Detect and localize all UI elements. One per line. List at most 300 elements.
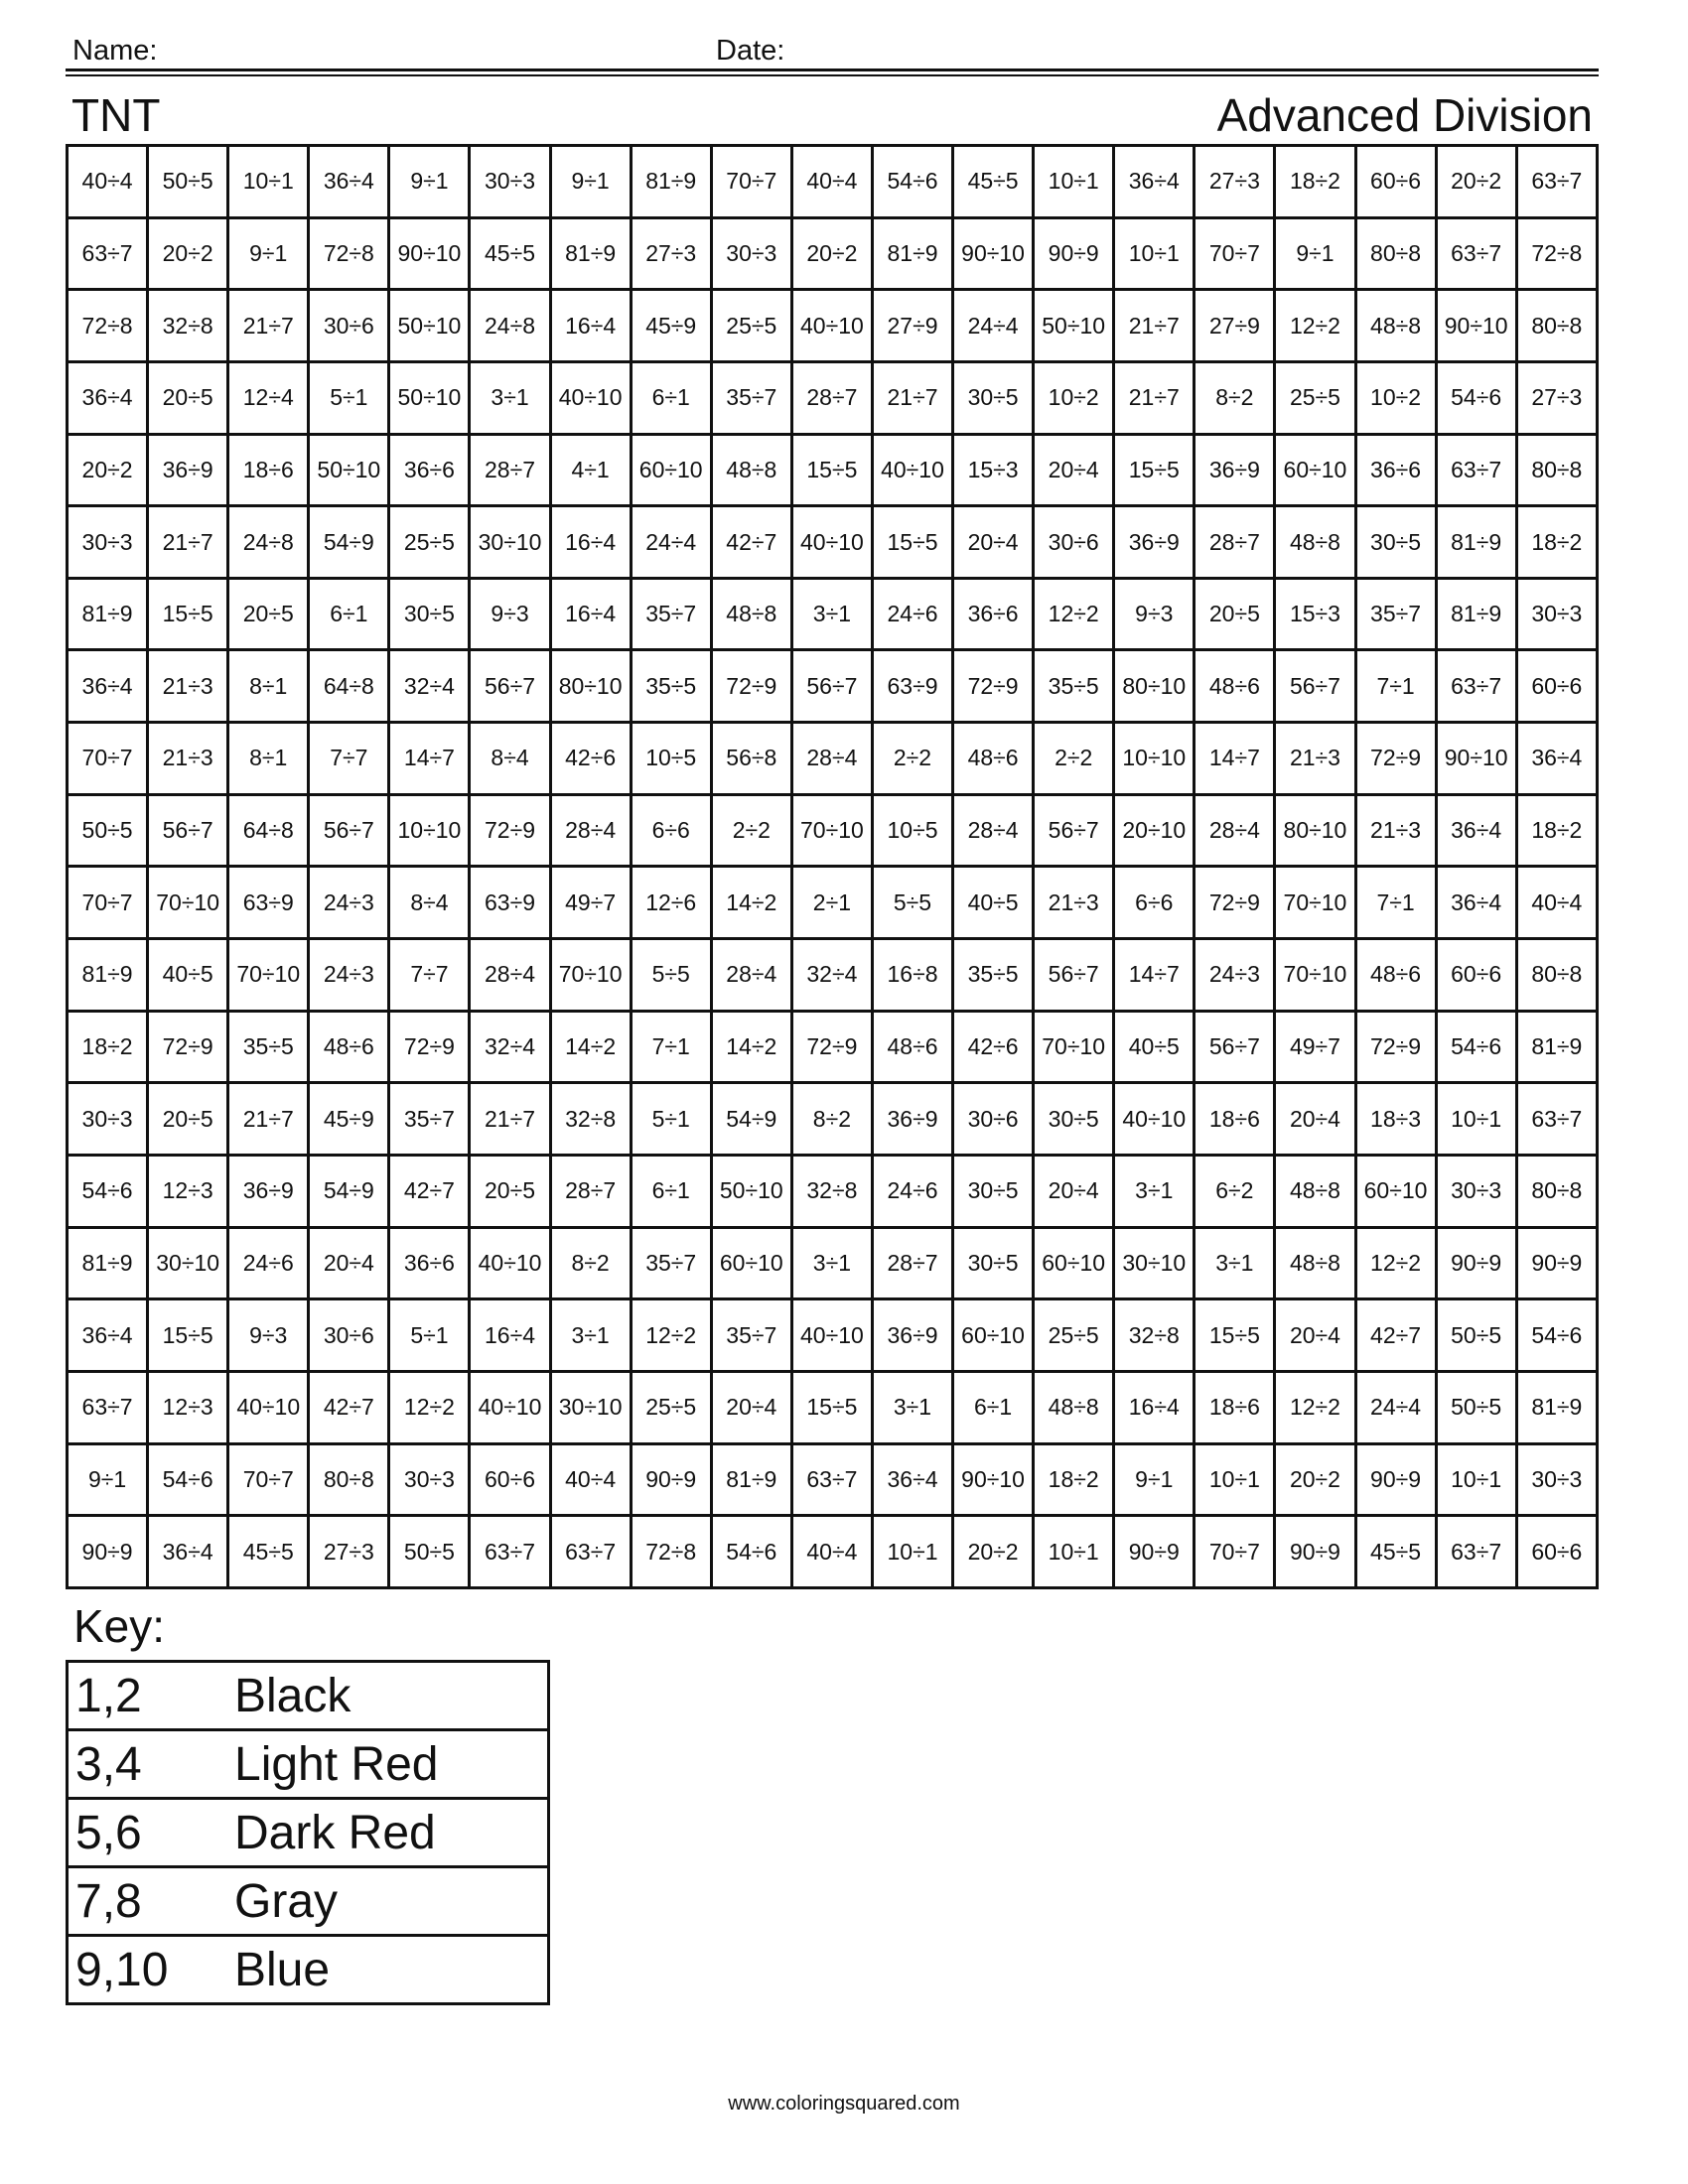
grid-cell[interactable]: 54÷9 — [309, 506, 389, 579]
grid-cell[interactable]: 30÷3 — [1516, 1443, 1597, 1516]
grid-cell[interactable]: 6÷1 — [953, 1371, 1034, 1443]
grid-cell[interactable]: 8÷1 — [228, 723, 309, 795]
grid-cell[interactable]: 72÷9 — [711, 650, 791, 723]
grid-cell[interactable]: 28÷4 — [953, 794, 1034, 867]
grid-cell[interactable]: 72÷9 — [1355, 723, 1436, 795]
grid-cell[interactable]: 90÷9 — [1275, 1516, 1355, 1588]
grid-cell[interactable]: 40÷5 — [953, 867, 1034, 939]
grid-cell[interactable]: 24÷3 — [309, 867, 389, 939]
grid-cell[interactable]: 21÷7 — [470, 1083, 550, 1156]
grid-cell[interactable]: 18÷2 — [68, 1011, 148, 1083]
grid-cell[interactable]: 63÷7 — [68, 217, 148, 290]
grid-cell[interactable]: 70÷7 — [1195, 1516, 1275, 1588]
grid-cell[interactable]: 36÷6 — [1355, 434, 1436, 506]
grid-cell[interactable]: 20÷4 — [1275, 1083, 1355, 1156]
grid-cell[interactable]: 40÷5 — [1114, 1011, 1195, 1083]
grid-cell[interactable]: 42÷7 — [309, 1371, 389, 1443]
grid-cell[interactable]: 2÷2 — [711, 794, 791, 867]
grid-cell[interactable]: 2÷2 — [1034, 723, 1114, 795]
grid-cell[interactable]: 18÷6 — [228, 434, 309, 506]
grid-cell[interactable]: 72÷9 — [1195, 867, 1275, 939]
grid-cell[interactable]: 24÷8 — [228, 506, 309, 579]
grid-cell[interactable]: 32÷8 — [148, 290, 228, 362]
grid-cell[interactable]: 30÷3 — [470, 146, 550, 218]
grid-cell[interactable]: 32÷8 — [1114, 1299, 1195, 1372]
grid-cell[interactable]: 63÷7 — [1436, 434, 1516, 506]
grid-cell[interactable]: 60÷10 — [631, 434, 711, 506]
grid-cell[interactable]: 81÷9 — [872, 217, 952, 290]
grid-cell[interactable]: 16÷4 — [550, 506, 631, 579]
grid-cell[interactable]: 36÷4 — [148, 1516, 228, 1588]
grid-cell[interactable]: 12÷2 — [1355, 1227, 1436, 1299]
grid-cell[interactable]: 90÷9 — [1355, 1443, 1436, 1516]
grid-cell[interactable]: 40÷4 — [791, 1516, 872, 1588]
grid-cell[interactable]: 81÷9 — [68, 1227, 148, 1299]
grid-cell[interactable]: 50÷5 — [68, 794, 148, 867]
grid-cell[interactable]: 35÷7 — [389, 1083, 470, 1156]
grid-cell[interactable]: 48÷6 — [309, 1011, 389, 1083]
grid-cell[interactable]: 20÷2 — [148, 217, 228, 290]
grid-cell[interactable]: 80÷10 — [1275, 794, 1355, 867]
grid-cell[interactable]: 4÷1 — [550, 434, 631, 506]
grid-cell[interactable]: 70÷10 — [1034, 1011, 1114, 1083]
grid-cell[interactable]: 90÷10 — [953, 217, 1034, 290]
grid-cell[interactable]: 54÷6 — [1436, 361, 1516, 434]
grid-cell[interactable]: 72÷9 — [470, 794, 550, 867]
grid-cell[interactable]: 45÷5 — [1355, 1516, 1436, 1588]
grid-cell[interactable]: 30÷10 — [148, 1227, 228, 1299]
grid-cell[interactable]: 15÷3 — [953, 434, 1034, 506]
grid-cell[interactable]: 5÷5 — [872, 867, 952, 939]
grid-cell[interactable]: 60÷10 — [953, 1299, 1034, 1372]
grid-cell[interactable]: 56÷7 — [1275, 650, 1355, 723]
grid-cell[interactable]: 18÷6 — [1195, 1083, 1275, 1156]
grid-cell[interactable]: 36÷4 — [309, 146, 389, 218]
grid-cell[interactable]: 28÷4 — [550, 794, 631, 867]
grid-cell[interactable]: 63÷7 — [550, 1516, 631, 1588]
grid-cell[interactable]: 50÷10 — [389, 290, 470, 362]
grid-cell[interactable]: 24÷4 — [953, 290, 1034, 362]
grid-cell[interactable]: 48÷8 — [1034, 1371, 1114, 1443]
grid-cell[interactable]: 81÷9 — [1436, 578, 1516, 650]
grid-cell[interactable]: 24÷6 — [872, 1155, 952, 1227]
grid-cell[interactable]: 21÷7 — [1114, 361, 1195, 434]
grid-cell[interactable]: 10÷5 — [631, 723, 711, 795]
grid-cell[interactable]: 70÷10 — [148, 867, 228, 939]
grid-cell[interactable]: 12÷2 — [389, 1371, 470, 1443]
grid-cell[interactable]: 28÷7 — [791, 361, 872, 434]
grid-cell[interactable]: 5÷5 — [631, 939, 711, 1012]
grid-cell[interactable]: 42÷7 — [389, 1155, 470, 1227]
grid-cell[interactable]: 18÷6 — [1195, 1371, 1275, 1443]
grid-cell[interactable]: 6÷6 — [631, 794, 711, 867]
grid-cell[interactable]: 5÷1 — [309, 361, 389, 434]
grid-cell[interactable]: 2÷2 — [872, 723, 952, 795]
grid-cell[interactable]: 30÷10 — [1114, 1227, 1195, 1299]
grid-cell[interactable]: 50÷5 — [389, 1516, 470, 1588]
grid-cell[interactable]: 40÷4 — [1516, 867, 1597, 939]
grid-cell[interactable]: 35÷5 — [953, 939, 1034, 1012]
grid-cell[interactable]: 54÷6 — [148, 1443, 228, 1516]
grid-cell[interactable]: 18÷2 — [1516, 794, 1597, 867]
grid-cell[interactable]: 9÷1 — [228, 217, 309, 290]
grid-cell[interactable]: 63÷7 — [1516, 146, 1597, 218]
grid-cell[interactable]: 60÷6 — [1516, 650, 1597, 723]
grid-cell[interactable]: 63÷7 — [68, 1371, 148, 1443]
grid-cell[interactable]: 32÷8 — [550, 1083, 631, 1156]
grid-cell[interactable]: 40÷10 — [228, 1371, 309, 1443]
grid-cell[interactable]: 3÷1 — [872, 1371, 952, 1443]
grid-cell[interactable]: 21÷7 — [1114, 290, 1195, 362]
grid-cell[interactable]: 80÷8 — [309, 1443, 389, 1516]
grid-cell[interactable]: 12÷3 — [148, 1155, 228, 1227]
grid-cell[interactable]: 60÷6 — [470, 1443, 550, 1516]
grid-cell[interactable]: 20÷5 — [470, 1155, 550, 1227]
grid-cell[interactable]: 18÷2 — [1275, 146, 1355, 218]
grid-cell[interactable]: 10÷5 — [872, 794, 952, 867]
grid-cell[interactable]: 40÷5 — [148, 939, 228, 1012]
grid-cell[interactable]: 21÷3 — [1275, 723, 1355, 795]
grid-cell[interactable]: 36÷6 — [389, 1227, 470, 1299]
grid-cell[interactable]: 80÷8 — [1516, 1155, 1597, 1227]
grid-cell[interactable]: 90÷10 — [1436, 290, 1516, 362]
grid-cell[interactable]: 21÷3 — [1355, 794, 1436, 867]
grid-cell[interactable]: 24÷6 — [228, 1227, 309, 1299]
grid-cell[interactable]: 24÷4 — [631, 506, 711, 579]
grid-cell[interactable]: 60÷6 — [1355, 146, 1436, 218]
grid-cell[interactable]: 27÷3 — [309, 1516, 389, 1588]
grid-cell[interactable]: 10÷1 — [1034, 1516, 1114, 1588]
grid-cell[interactable]: 27÷9 — [1195, 290, 1275, 362]
grid-cell[interactable]: 10÷10 — [1114, 723, 1195, 795]
grid-cell[interactable]: 10÷1 — [1195, 1443, 1275, 1516]
grid-cell[interactable]: 32÷4 — [791, 939, 872, 1012]
grid-cell[interactable]: 60÷10 — [1275, 434, 1355, 506]
grid-cell[interactable]: 8÷4 — [470, 723, 550, 795]
grid-cell[interactable]: 20÷4 — [711, 1371, 791, 1443]
grid-cell[interactable]: 81÷9 — [1516, 1371, 1597, 1443]
grid-cell[interactable]: 40÷10 — [791, 1299, 872, 1372]
grid-cell[interactable]: 3÷1 — [1114, 1155, 1195, 1227]
grid-cell[interactable]: 21÷7 — [228, 1083, 309, 1156]
grid-cell[interactable]: 30÷3 — [68, 506, 148, 579]
grid-cell[interactable]: 9÷3 — [1114, 578, 1195, 650]
grid-cell[interactable]: 36÷9 — [1195, 434, 1275, 506]
grid-cell[interactable]: 30÷6 — [953, 1083, 1034, 1156]
grid-cell[interactable]: 16÷8 — [872, 939, 952, 1012]
grid-cell[interactable]: 54÷6 — [68, 1155, 148, 1227]
grid-cell[interactable]: 49÷7 — [1275, 1011, 1355, 1083]
grid-cell[interactable]: 15÷5 — [148, 1299, 228, 1372]
grid-cell[interactable]: 9÷3 — [470, 578, 550, 650]
grid-cell[interactable]: 27÷3 — [631, 217, 711, 290]
grid-cell[interactable]: 36÷4 — [872, 1443, 952, 1516]
grid-cell[interactable]: 90÷9 — [1516, 1227, 1597, 1299]
grid-cell[interactable]: 9÷1 — [550, 146, 631, 218]
grid-cell[interactable]: 70÷10 — [550, 939, 631, 1012]
grid-cell[interactable]: 35÷5 — [228, 1011, 309, 1083]
grid-cell[interactable]: 72÷9 — [953, 650, 1034, 723]
grid-cell[interactable]: 12÷4 — [228, 361, 309, 434]
grid-cell[interactable]: 8÷2 — [791, 1083, 872, 1156]
grid-cell[interactable]: 48÷8 — [711, 578, 791, 650]
grid-cell[interactable]: 72÷9 — [1355, 1011, 1436, 1083]
grid-cell[interactable]: 70÷7 — [711, 146, 791, 218]
grid-cell[interactable]: 40÷10 — [470, 1227, 550, 1299]
grid-cell[interactable]: 56÷7 — [791, 650, 872, 723]
grid-cell[interactable]: 3÷1 — [791, 578, 872, 650]
grid-cell[interactable]: 7÷7 — [389, 939, 470, 1012]
grid-cell[interactable]: 35÷7 — [631, 1227, 711, 1299]
grid-cell[interactable]: 20÷2 — [68, 434, 148, 506]
grid-cell[interactable]: 70÷7 — [68, 723, 148, 795]
grid-cell[interactable]: 30÷5 — [953, 361, 1034, 434]
grid-cell[interactable]: 63÷7 — [470, 1516, 550, 1588]
grid-cell[interactable]: 21÷3 — [148, 650, 228, 723]
grid-cell[interactable]: 12÷2 — [631, 1299, 711, 1372]
grid-cell[interactable]: 28÷7 — [470, 434, 550, 506]
grid-cell[interactable]: 54÷6 — [1516, 1299, 1597, 1372]
grid-cell[interactable]: 49÷7 — [550, 867, 631, 939]
grid-cell[interactable]: 36÷4 — [1516, 723, 1597, 795]
grid-cell[interactable]: 12÷2 — [1034, 578, 1114, 650]
grid-cell[interactable]: 63÷9 — [470, 867, 550, 939]
grid-cell[interactable]: 54÷9 — [711, 1083, 791, 1156]
grid-cell[interactable]: 20÷5 — [148, 361, 228, 434]
grid-cell[interactable]: 36÷9 — [872, 1299, 952, 1372]
grid-cell[interactable]: 20÷5 — [148, 1083, 228, 1156]
grid-cell[interactable]: 40÷10 — [470, 1371, 550, 1443]
grid-cell[interactable]: 30÷6 — [1034, 506, 1114, 579]
grid-cell[interactable]: 72÷9 — [389, 1011, 470, 1083]
grid-cell[interactable]: 36÷9 — [148, 434, 228, 506]
grid-cell[interactable]: 36÷4 — [1436, 867, 1516, 939]
grid-cell[interactable]: 45÷9 — [309, 1083, 389, 1156]
grid-cell[interactable]: 9÷1 — [68, 1443, 148, 1516]
grid-cell[interactable]: 40÷10 — [550, 361, 631, 434]
grid-cell[interactable]: 10÷2 — [1034, 361, 1114, 434]
grid-cell[interactable]: 2÷1 — [791, 867, 872, 939]
grid-cell[interactable]: 20÷4 — [309, 1227, 389, 1299]
grid-cell[interactable]: 15÷5 — [791, 434, 872, 506]
grid-cell[interactable]: 3÷1 — [791, 1227, 872, 1299]
grid-cell[interactable]: 15÷3 — [1275, 578, 1355, 650]
grid-cell[interactable]: 42÷6 — [953, 1011, 1034, 1083]
grid-cell[interactable]: 28÷7 — [1195, 506, 1275, 579]
grid-cell[interactable]: 24÷3 — [1195, 939, 1275, 1012]
grid-cell[interactable]: 9÷1 — [1114, 1443, 1195, 1516]
grid-cell[interactable]: 48÷8 — [1275, 506, 1355, 579]
grid-cell[interactable]: 60÷10 — [1034, 1227, 1114, 1299]
grid-cell[interactable]: 30÷6 — [309, 290, 389, 362]
grid-cell[interactable]: 72÷8 — [309, 217, 389, 290]
grid-cell[interactable]: 8÷2 — [1195, 361, 1275, 434]
grid-cell[interactable]: 45÷5 — [470, 217, 550, 290]
grid-cell[interactable]: 21÷7 — [228, 290, 309, 362]
grid-cell[interactable]: 24÷6 — [872, 578, 952, 650]
grid-cell[interactable]: 64÷8 — [228, 794, 309, 867]
grid-cell[interactable]: 36÷4 — [1436, 794, 1516, 867]
grid-cell[interactable]: 90÷9 — [1034, 217, 1114, 290]
grid-cell[interactable]: 14÷7 — [1195, 723, 1275, 795]
grid-cell[interactable]: 63÷7 — [791, 1443, 872, 1516]
grid-cell[interactable]: 3÷1 — [470, 361, 550, 434]
grid-cell[interactable]: 56÷7 — [1195, 1011, 1275, 1083]
grid-cell[interactable]: 80÷8 — [1516, 939, 1597, 1012]
grid-cell[interactable]: 70÷10 — [228, 939, 309, 1012]
grid-cell[interactable]: 30÷6 — [309, 1299, 389, 1372]
grid-cell[interactable]: 27÷3 — [1195, 146, 1275, 218]
grid-cell[interactable]: 32÷4 — [470, 1011, 550, 1083]
grid-cell[interactable]: 7÷1 — [1355, 867, 1436, 939]
grid-cell[interactable]: 60÷6 — [1516, 1516, 1597, 1588]
grid-cell[interactable]: 20÷2 — [1436, 146, 1516, 218]
grid-cell[interactable]: 18÷2 — [1034, 1443, 1114, 1516]
grid-cell[interactable]: 48÷6 — [953, 723, 1034, 795]
grid-cell[interactable]: 25÷5 — [711, 290, 791, 362]
grid-cell[interactable]: 9÷1 — [1275, 217, 1355, 290]
grid-cell[interactable]: 64÷8 — [309, 650, 389, 723]
grid-cell[interactable]: 16÷4 — [550, 578, 631, 650]
grid-cell[interactable]: 7÷1 — [1355, 650, 1436, 723]
grid-cell[interactable]: 25÷5 — [1034, 1299, 1114, 1372]
grid-cell[interactable]: 6÷2 — [1195, 1155, 1275, 1227]
grid-cell[interactable]: 36÷9 — [228, 1155, 309, 1227]
grid-cell[interactable]: 63÷9 — [228, 867, 309, 939]
grid-cell[interactable]: 7÷7 — [309, 723, 389, 795]
grid-cell[interactable]: 28÷4 — [791, 723, 872, 795]
grid-cell[interactable]: 80÷10 — [550, 650, 631, 723]
grid-cell[interactable]: 12÷3 — [148, 1371, 228, 1443]
grid-cell[interactable]: 15÷5 — [1114, 434, 1195, 506]
grid-cell[interactable]: 30÷3 — [711, 217, 791, 290]
grid-cell[interactable]: 50÷10 — [1034, 290, 1114, 362]
grid-cell[interactable]: 8÷1 — [228, 650, 309, 723]
grid-cell[interactable]: 48÷6 — [1355, 939, 1436, 1012]
grid-cell[interactable]: 24÷8 — [470, 290, 550, 362]
grid-cell[interactable]: 63÷7 — [1436, 1516, 1516, 1588]
grid-cell[interactable]: 50÷5 — [1436, 1371, 1516, 1443]
grid-cell[interactable]: 20÷5 — [1195, 578, 1275, 650]
grid-cell[interactable]: 80÷10 — [1114, 650, 1195, 723]
grid-cell[interactable]: 20÷4 — [1275, 1299, 1355, 1372]
grid-cell[interactable]: 20÷4 — [1034, 434, 1114, 506]
grid-cell[interactable]: 14÷7 — [389, 723, 470, 795]
grid-cell[interactable]: 32÷8 — [791, 1155, 872, 1227]
grid-cell[interactable]: 30÷5 — [1034, 1083, 1114, 1156]
grid-cell[interactable]: 60÷10 — [711, 1227, 791, 1299]
grid-cell[interactable]: 45÷5 — [953, 146, 1034, 218]
grid-cell[interactable]: 8÷2 — [550, 1227, 631, 1299]
grid-cell[interactable]: 20÷2 — [953, 1516, 1034, 1588]
grid-cell[interactable]: 72÷9 — [148, 1011, 228, 1083]
grid-cell[interactable]: 63÷7 — [1436, 217, 1516, 290]
grid-cell[interactable]: 8÷4 — [389, 867, 470, 939]
grid-cell[interactable]: 16÷4 — [550, 290, 631, 362]
grid-cell[interactable]: 72÷9 — [791, 1011, 872, 1083]
grid-cell[interactable]: 45÷5 — [228, 1516, 309, 1588]
grid-cell[interactable]: 56÷7 — [309, 794, 389, 867]
grid-cell[interactable]: 50÷10 — [711, 1155, 791, 1227]
grid-cell[interactable]: 42÷7 — [1355, 1299, 1436, 1372]
grid-cell[interactable]: 36÷9 — [1114, 506, 1195, 579]
grid-cell[interactable]: 5÷1 — [389, 1299, 470, 1372]
grid-cell[interactable]: 63÷7 — [1436, 650, 1516, 723]
grid-cell[interactable]: 54÷6 — [1436, 1011, 1516, 1083]
grid-cell[interactable]: 24÷4 — [1355, 1371, 1436, 1443]
grid-cell[interactable]: 35÷7 — [631, 578, 711, 650]
grid-cell[interactable]: 56÷7 — [1034, 794, 1114, 867]
grid-cell[interactable]: 12÷2 — [1275, 1371, 1355, 1443]
grid-cell[interactable]: 56÷7 — [470, 650, 550, 723]
grid-cell[interactable]: 10÷1 — [1436, 1083, 1516, 1156]
grid-cell[interactable]: 28÷4 — [1195, 794, 1275, 867]
grid-cell[interactable]: 25÷5 — [631, 1371, 711, 1443]
grid-cell[interactable]: 70÷10 — [1275, 939, 1355, 1012]
grid-cell[interactable]: 80÷8 — [1516, 290, 1597, 362]
grid-cell[interactable]: 28÷4 — [711, 939, 791, 1012]
grid-cell[interactable]: 28÷7 — [550, 1155, 631, 1227]
grid-cell[interactable]: 80÷8 — [1355, 217, 1436, 290]
grid-cell[interactable]: 12÷2 — [1275, 290, 1355, 362]
grid-cell[interactable]: 10÷1 — [872, 1516, 952, 1588]
grid-cell[interactable]: 90÷9 — [631, 1443, 711, 1516]
grid-cell[interactable]: 28÷7 — [872, 1227, 952, 1299]
grid-cell[interactable]: 14÷2 — [550, 1011, 631, 1083]
grid-cell[interactable]: 63÷9 — [872, 650, 952, 723]
grid-cell[interactable]: 36÷6 — [389, 434, 470, 506]
grid-cell[interactable]: 30÷5 — [1355, 506, 1436, 579]
grid-cell[interactable]: 54÷6 — [711, 1516, 791, 1588]
grid-cell[interactable]: 27÷3 — [1516, 361, 1597, 434]
grid-cell[interactable]: 10÷1 — [1034, 146, 1114, 218]
grid-cell[interactable]: 70÷10 — [791, 794, 872, 867]
grid-cell[interactable]: 18÷3 — [1355, 1083, 1436, 1156]
grid-cell[interactable]: 81÷9 — [1436, 506, 1516, 579]
grid-cell[interactable]: 48÷8 — [711, 434, 791, 506]
grid-cell[interactable]: 40÷10 — [791, 506, 872, 579]
grid-cell[interactable]: 35÷5 — [631, 650, 711, 723]
grid-cell[interactable]: 30÷3 — [389, 1443, 470, 1516]
grid-cell[interactable]: 81÷9 — [1516, 1011, 1597, 1083]
grid-cell[interactable]: 6÷1 — [631, 361, 711, 434]
grid-cell[interactable]: 40÷10 — [872, 434, 952, 506]
grid-cell[interactable]: 90÷10 — [953, 1443, 1034, 1516]
grid-cell[interactable]: 50÷5 — [1436, 1299, 1516, 1372]
grid-cell[interactable]: 72÷8 — [1516, 217, 1597, 290]
grid-cell[interactable]: 20÷5 — [228, 578, 309, 650]
grid-cell[interactable]: 81÷9 — [550, 217, 631, 290]
grid-cell[interactable]: 21÷3 — [1034, 867, 1114, 939]
grid-cell[interactable]: 72÷8 — [68, 290, 148, 362]
grid-cell[interactable]: 3÷1 — [550, 1299, 631, 1372]
grid-cell[interactable]: 12÷6 — [631, 867, 711, 939]
grid-cell[interactable]: 15÷5 — [148, 578, 228, 650]
grid-cell[interactable]: 36÷6 — [953, 578, 1034, 650]
grid-cell[interactable]: 54÷9 — [309, 1155, 389, 1227]
grid-cell[interactable]: 35÷7 — [711, 361, 791, 434]
grid-cell[interactable]: 10÷10 — [389, 794, 470, 867]
grid-cell[interactable]: 35÷7 — [711, 1299, 791, 1372]
grid-cell[interactable]: 36÷4 — [1114, 146, 1195, 218]
grid-cell[interactable]: 25÷5 — [1275, 361, 1355, 434]
grid-cell[interactable]: 36÷4 — [68, 361, 148, 434]
grid-cell[interactable]: 9÷3 — [228, 1299, 309, 1372]
grid-cell[interactable]: 48÷8 — [1275, 1155, 1355, 1227]
grid-cell[interactable]: 15÷5 — [872, 506, 952, 579]
grid-cell[interactable]: 28÷4 — [470, 939, 550, 1012]
grid-cell[interactable]: 20÷2 — [1275, 1443, 1355, 1516]
